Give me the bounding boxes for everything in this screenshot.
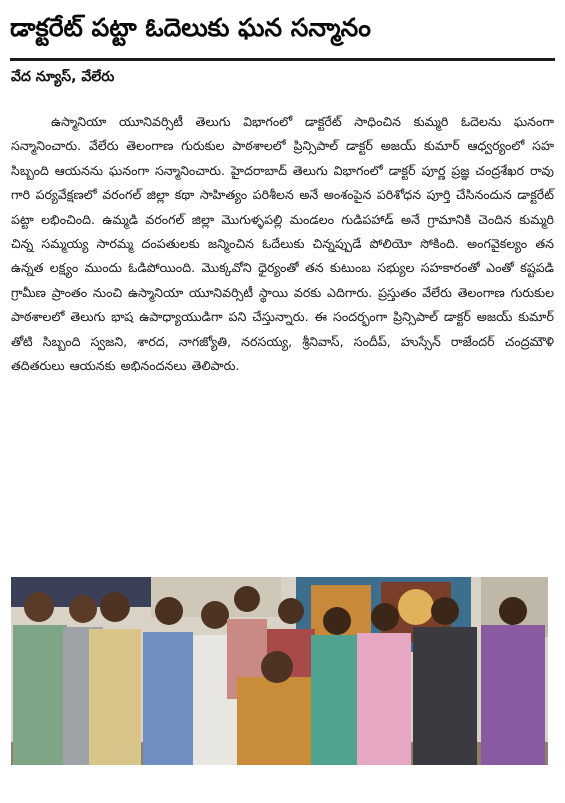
group-photo-illustration [11,577,548,765]
group-photo [11,577,548,765]
headline: డాక్టరేట్ పట్టా ఓదెలుకు ఘన సన్మానం [10,13,371,42]
dateline: వేద న్యూస్, వేలేరు [11,69,115,85]
article-body: ఉస్మానియా యూనివర్సిటీ తెలుగు విభాగంలో డాక్టరేట్ సాధించిన కుమ్మరి ఓదెలను ఘనంగా సన్మానించారు. వేలేరు తెలంగాణ గురుకుల పాఠశాలలో ప్రిన్సిపాల్ డాక్టర్ అజయ్ కుమార్ ఆధ్వర్యంలో సహ సిబ్బంది ఆయనను ఘనంగా సన్మానించారు. హైదరాబాద్ తెలుగు విభాగంలో డాక్టర్ పూర్ణ ప్రజ్ఞ చంద్రశేఖర రావు గారి పర్యవేక్షణలో వరంగల్ జిల్లా కథా సాహిత్యం పరిశీలన అనే అంశంపైన పరిశోధన పూర్తి చేసినందున డాక్టరేట్ పట్టా లభించింది. ఉమ్మడి వరంగల్ జిల్లా మొగుళ్ళపల్లి మండలం గుడిపహాడ్ అనే గ్రామానికి చెందిన కుమ్మరి చిన్న సమ్మయ్య సారమ్మ దంపతులకు జన్మించిన ఓదేలుకు చిన్నప్పుడే పోలియో సోకింది. అంగవైకల్యం తన ఉన్నత లక్ష్యం ముందు ఓడిపోయింది. మొక్కవోని ధైర్యంతో తన కుటుంబ సభ్యుల సహకారంతో ఎంతో కష్టపడి గ్రామీణ ప్రాంతం నుంచి ఉస్మానియా యూనివర్సిటీ స్థాయి వరకు ఎదిగారు. ప్రస్తుతం వేలేరు తెలంగాణ గురుకుల పాఠశాలలో తెలుగు భాష ఉపాధ్యాయుడిగా పని చేస్తున్నారు. ఈ సందర్భంగా ప్రిన్సిపాల్ డాక్టర్ అజయ్ కుమార్ తోటి సిబ్బంది స్వజని, శారద, నాగజ్యోతి, నరసయ్య, శ్రీనివాస్, సందీప్, హుస్సేన్ రాజేందర్ చంద్రమౌళి తదితరులు ఆయనకు అభినందనలు తెలిపారు. [11,114,554,374]
headline-rule [10,58,555,61]
